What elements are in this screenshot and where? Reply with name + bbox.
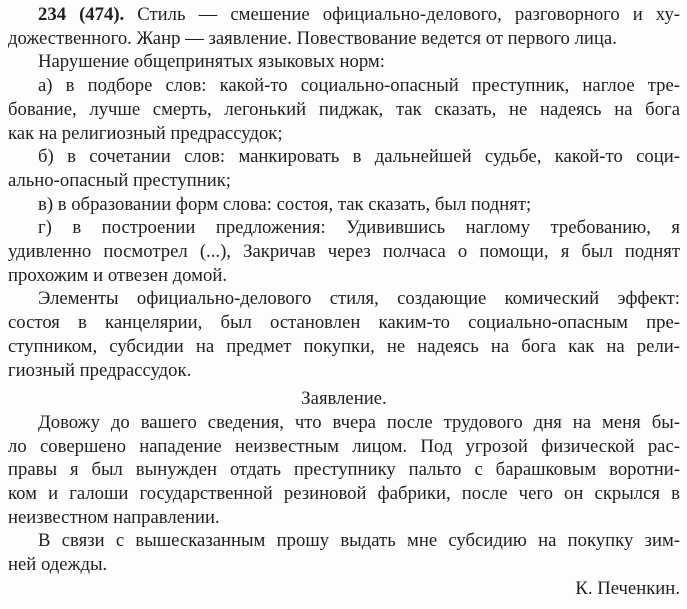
text-line: ней одежды. <box>8 554 108 576</box>
text-line: Нарушение общепринятых языковых норм: <box>38 51 385 73</box>
text-line: бование, лучше смерть, легонький пиджак, так сказать, не надеясь на бога <box>8 98 680 120</box>
paragraph-zayavlenie-heading <box>8 387 680 411</box>
text-line: Элементы официально-делового стиля, создающие комический эффект: <box>38 288 680 310</box>
paragraph-item-b <box>8 145 680 192</box>
text-line: Довожу до вашего сведения, что вчера после трудового дня на меня бы- <box>38 411 680 433</box>
text-line: дожественного. Жанр — заявление. Повествование ведется от первого лица. <box>8 27 617 49</box>
paragraph-official-elements <box>8 287 680 382</box>
text-line: В связи с вышесказанным прошу выдать мне субсидию на покупку зим- <box>38 530 680 552</box>
paragraph-style-intro <box>8 3 680 50</box>
paragraph-item-v <box>8 193 680 217</box>
paragraph-item-g <box>8 216 680 287</box>
text-line <box>8 3 680 27</box>
exercise-number: 234 (474). <box>38 4 125 25</box>
text-line: а) в подборе слов: какой-то социально-опасный преступник, наглое тре- <box>38 75 680 97</box>
text-line: ло совершено нападение неизвестным лицом. Под угрозой физической рас- <box>8 435 680 457</box>
text-line: К. Печенкин. <box>575 577 680 599</box>
text-line: ком и галоши государственной резиновой фабрики, после чего он скрылся в <box>8 483 680 505</box>
text-line: г) в построении предложения: Удивившись наглому требованию, я <box>38 217 680 239</box>
text-line: ально-опасный преступник; <box>8 169 231 191</box>
text-line: в) в образовании форм слова: состоя, так сказать, был поднят; <box>38 193 532 215</box>
text-line: правы я был вынужден отдать преступнику пальто с барашковым воротни- <box>8 459 680 481</box>
text-line: состоя в канцелярии, был остановлен каким-то социально-опасным пре- <box>8 312 680 334</box>
text-line: удивленно посмотрел (...), Закричав через полчаса о помощи, я был поднят <box>8 241 680 263</box>
text-line: гиозный предрассудок. <box>8 359 192 381</box>
paragraph-statement-body <box>8 411 680 530</box>
text-line-content: Стиль — смешение официально-делового, разговорного и ху- <box>137 4 680 25</box>
text-line: неизвестном направлении. <box>8 506 220 528</box>
text-line: прохожим и отвезен домой. <box>8 264 228 286</box>
paragraph-item-a <box>8 74 680 145</box>
text-line: ступником, субсидии на предмет покупки, не надеясь на бога как на рели- <box>8 335 680 357</box>
text-line: как на религиозный предрассудок; <box>8 122 283 144</box>
paragraph-signature <box>8 577 680 601</box>
text-line: б) в сочетании слов: манкировать в дальнейшей судьбе, какой-то соци- <box>38 146 680 168</box>
paragraph-statement-request <box>8 529 680 576</box>
paragraph-norms-heading <box>8 50 680 74</box>
text-line: Заявление. <box>301 388 387 410</box>
